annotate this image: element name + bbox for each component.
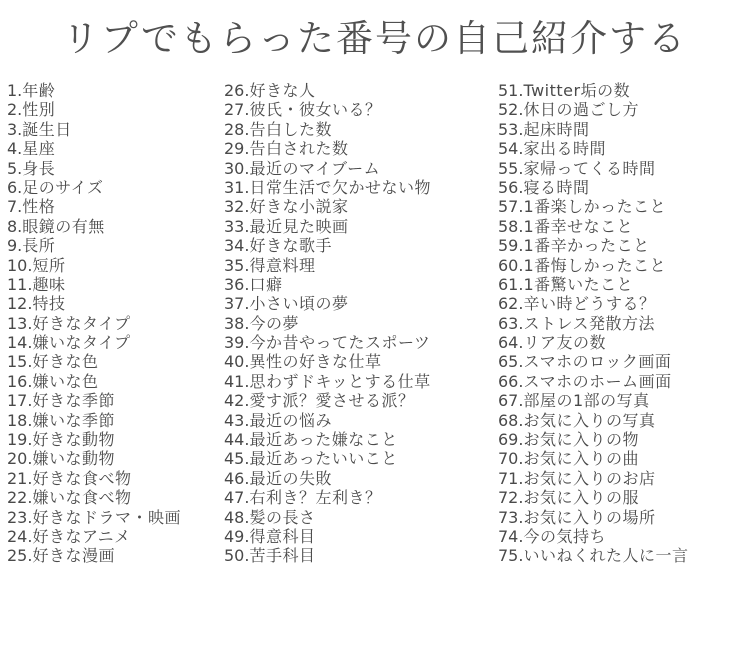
item-number: 35. (224, 255, 250, 275)
item-number: 38. (224, 313, 250, 333)
item-number: 56. (498, 177, 524, 197)
item-number: 67. (498, 391, 524, 411)
list-item (224, 430, 431, 449)
item-label: 辛い時どうする？ (523, 294, 656, 314)
list-item (498, 391, 688, 410)
list-item (7, 100, 181, 119)
item-number: 53. (498, 119, 524, 139)
list-item (224, 81, 431, 100)
item-number: 61. (498, 274, 524, 294)
item-label: スマホのロック画面 (523, 352, 672, 372)
list-item (498, 372, 688, 391)
list-item (498, 411, 688, 430)
item-label: 長所 (22, 236, 56, 256)
item-label: 星座 (22, 139, 56, 159)
item-label: 好きなドラマ・映画 (32, 507, 181, 527)
item-number: 13. (7, 313, 33, 333)
list-item (7, 120, 181, 139)
item-number: 74. (498, 526, 524, 546)
item-label: 最近見た映画 (249, 216, 349, 236)
item-number: 23. (7, 507, 33, 527)
item-number: 71. (498, 468, 524, 488)
item-number: 40. (224, 352, 250, 372)
item-label: 思わずドキッとする仕草 (249, 371, 431, 391)
item-label: 嫌いなタイプ (32, 333, 131, 353)
list-item (224, 469, 431, 488)
item-number: 45. (224, 449, 250, 469)
item-label: 家出る時間 (523, 139, 606, 159)
list-item (498, 469, 688, 488)
question-column-3 (498, 81, 688, 566)
item-label: 彼氏・彼女いる？ (249, 100, 382, 120)
item-number: 36. (224, 274, 250, 294)
item-number: 9. (7, 236, 23, 256)
item-label: 性別 (22, 100, 56, 120)
item-number: 46. (224, 468, 250, 488)
list-item (498, 449, 688, 468)
item-label: リア友の数 (523, 333, 606, 353)
list-item (7, 333, 181, 352)
item-number: 31. (224, 177, 250, 197)
item-label: 愛す派？愛させる派？ (249, 391, 415, 411)
item-number: 24. (7, 526, 33, 546)
list-item (7, 508, 181, 527)
item-number: 43. (224, 410, 250, 430)
item-number: 65. (498, 352, 524, 372)
item-number: 25. (7, 546, 33, 566)
item-label: Twitter垢の数 (523, 81, 631, 100)
item-number: 17. (7, 391, 33, 411)
list-item (498, 546, 688, 565)
item-number: 2. (7, 100, 23, 120)
item-label: お気に入りの物 (523, 430, 639, 450)
list-item (7, 314, 181, 333)
list-item (224, 159, 431, 178)
list-item (7, 352, 181, 371)
item-number: 33. (224, 216, 250, 236)
list-item (7, 139, 181, 158)
item-label: スマホのホーム画面 (523, 371, 672, 391)
item-number: 15. (7, 352, 33, 372)
item-label: 嫌いな季節 (32, 410, 115, 430)
item-label: お気に入りの写真 (523, 410, 656, 430)
list-item (224, 391, 431, 410)
item-label: 嫌いな色 (32, 371, 99, 391)
item-number: 52. (498, 100, 524, 120)
item-label: 今の気持ち (523, 526, 606, 546)
list-item (224, 333, 431, 352)
item-number: 14. (7, 333, 33, 353)
item-label: お気に入りの曲 (523, 449, 639, 469)
item-label: 髪の長さ (249, 507, 316, 527)
item-label: 1番驚いたこと (523, 274, 634, 294)
item-label: 性格 (22, 197, 56, 217)
item-label: 好きなアニメ (32, 526, 131, 546)
item-number: 27. (224, 100, 250, 120)
item-number: 5. (7, 158, 23, 178)
list-item (224, 275, 431, 294)
question-column-2 (224, 81, 431, 566)
item-label: 最近のマイブーム (249, 158, 381, 178)
item-number: 21. (7, 468, 33, 488)
item-label: ストレス発散方法 (523, 313, 655, 333)
item-number: 60. (498, 255, 524, 275)
item-number: 7. (7, 197, 23, 217)
item-label: 眼鏡の有無 (22, 216, 105, 236)
item-number: 72. (498, 488, 524, 508)
item-number: 6. (7, 177, 23, 197)
list-item (224, 120, 431, 139)
item-label: 告白した数 (249, 119, 332, 139)
item-number: 64. (498, 333, 524, 353)
item-label: 足のサイズ (22, 177, 104, 197)
list-item (224, 488, 431, 507)
item-label: 短所 (32, 255, 66, 275)
item-label: 起床時間 (523, 119, 590, 139)
item-label: お気に入りの服 (523, 488, 639, 508)
list-item (7, 449, 181, 468)
list-item (498, 159, 688, 178)
list-item (224, 197, 431, 216)
item-number: 70. (498, 449, 524, 469)
list-item (7, 217, 181, 236)
list-item (224, 294, 431, 313)
list-item (224, 449, 431, 468)
item-number: 42. (224, 391, 250, 411)
list-item (498, 100, 688, 119)
item-label: 1番辛かったこと (523, 236, 650, 256)
list-item (498, 197, 688, 216)
item-label: お気に入りの場所 (523, 507, 656, 527)
item-label: いいねくれた人に一言 (523, 546, 689, 566)
item-label: 好きな食べ物 (32, 468, 132, 488)
list-item (498, 256, 688, 275)
item-label: 部屋の1部の写真 (523, 391, 650, 411)
item-number: 37. (224, 294, 250, 314)
list-item (7, 527, 181, 546)
item-label: 特技 (32, 294, 66, 314)
item-label: 好きな小説家 (249, 197, 349, 217)
item-number: 58. (498, 216, 524, 236)
item-number: 22. (7, 488, 33, 508)
item-label: 得意科目 (249, 526, 316, 546)
list-item (498, 81, 688, 100)
item-label: 年齢 (22, 81, 56, 100)
item-label: 最近あった嫌なこと (249, 430, 398, 450)
item-label: 家帰ってくる時間 (523, 158, 656, 178)
list-item (224, 178, 431, 197)
item-number: 26. (224, 81, 250, 100)
list-item (498, 275, 688, 294)
item-number: 63. (498, 313, 524, 333)
item-number: 48. (224, 507, 250, 527)
list-item (7, 236, 181, 255)
item-label: 好きな漫画 (32, 546, 115, 566)
list-item (224, 527, 431, 546)
list-item (498, 120, 688, 139)
item-label: 口癖 (249, 274, 283, 294)
item-label: 最近の失敗 (249, 468, 332, 488)
list-item (7, 488, 181, 507)
item-number: 16. (7, 371, 33, 391)
item-label: 好きな歌手 (249, 236, 332, 256)
list-item (224, 139, 431, 158)
list-item (7, 197, 181, 216)
list-item (7, 159, 181, 178)
item-label: 得意料理 (249, 255, 316, 275)
item-number: 44. (224, 430, 250, 450)
page-title: リプでもらった番号の自己紹介する (61, 17, 688, 60)
item-label: 誕生日 (22, 119, 72, 139)
item-number: 32. (224, 197, 250, 217)
item-number: 41. (224, 371, 250, 391)
item-label: 好きなタイプ (32, 313, 131, 333)
item-label: 1番楽しかったこと (523, 197, 667, 217)
item-label: 小さい頃の夢 (249, 294, 349, 314)
item-label: 1番悔しかったこと (523, 255, 667, 275)
item-label: 今か昔やってたスポーツ (249, 333, 431, 353)
item-number: 11. (7, 274, 33, 294)
list-item (224, 217, 431, 236)
item-label: 最近の悩み (249, 410, 332, 430)
item-number: 12. (7, 294, 33, 314)
list-item (224, 256, 431, 275)
list-item (224, 411, 431, 430)
item-label: 趣味 (32, 274, 66, 294)
list-item (7, 430, 181, 449)
item-number: 69. (498, 430, 524, 450)
item-number: 55. (498, 158, 524, 178)
list-item (7, 411, 181, 430)
list-item (7, 178, 181, 197)
list-item (498, 139, 688, 158)
list-item (498, 217, 688, 236)
item-label: 嫌いな動物 (32, 449, 115, 469)
item-label: 嫌いな食べ物 (32, 488, 132, 508)
list-item (224, 508, 431, 527)
list-item (7, 81, 181, 100)
list-item (224, 546, 431, 565)
list-item (498, 430, 688, 449)
item-label: 好きな季節 (32, 391, 115, 411)
list-item (224, 352, 431, 371)
list-item (7, 372, 181, 391)
item-number: 19. (7, 430, 33, 450)
item-number: 30. (224, 158, 250, 178)
list-item (224, 372, 431, 391)
list-item (498, 508, 688, 527)
item-number: 29. (224, 139, 250, 159)
list-item (498, 333, 688, 352)
item-number: 51. (498, 81, 524, 100)
item-label: 好きな人 (249, 81, 316, 100)
item-number: 54. (498, 139, 524, 159)
item-label: 好きな動物 (32, 430, 115, 450)
list-item (7, 256, 181, 275)
list-item (498, 488, 688, 507)
item-number: 49. (224, 526, 250, 546)
item-label: 身長 (22, 158, 56, 178)
item-label: お気に入りのお店 (523, 468, 656, 488)
item-number: 68. (498, 410, 524, 430)
item-number: 18. (7, 410, 33, 430)
item-number: 66. (498, 371, 524, 391)
item-label: 休日の過ごし方 (523, 100, 639, 120)
item-number: 73. (498, 507, 524, 527)
list-item (498, 314, 688, 333)
list-item (498, 236, 688, 255)
list-item (224, 314, 431, 333)
item-number: 4. (7, 139, 23, 159)
list-item (224, 236, 431, 255)
item-number: 1. (7, 81, 23, 100)
item-number: 50. (224, 546, 250, 566)
item-label: 最近あったいいこと (249, 449, 398, 469)
list-item (498, 294, 688, 313)
list-item (7, 294, 181, 313)
list-item (224, 100, 431, 119)
item-number: 39. (224, 333, 250, 353)
item-label: 好きな色 (32, 352, 99, 372)
item-label: 寝る時間 (523, 177, 590, 197)
item-number: 28. (224, 119, 250, 139)
item-number: 57. (498, 197, 524, 217)
item-number: 8. (7, 216, 23, 236)
item-label: 日常生活で欠かせない物 (249, 177, 431, 197)
item-number: 3. (7, 119, 23, 139)
list-item (7, 275, 181, 294)
item-label: 右利き？左利き？ (249, 488, 382, 508)
list-item (498, 527, 688, 546)
item-number: 34. (224, 236, 250, 256)
item-number: 10. (7, 255, 33, 275)
item-label: 告白された数 (249, 139, 349, 159)
list-item (7, 469, 181, 488)
item-number: 62. (498, 294, 524, 314)
item-number: 47. (224, 488, 250, 508)
item-label: 1番幸せなこと (523, 216, 634, 236)
list-item (498, 178, 688, 197)
question-column-1 (7, 81, 181, 566)
item-number: 20. (7, 449, 33, 469)
list-item (7, 391, 181, 410)
list-item (7, 546, 181, 565)
item-number: 59. (498, 236, 524, 256)
item-label: 今の夢 (249, 313, 299, 333)
item-label: 苦手科目 (249, 546, 316, 566)
item-number: 75. (498, 546, 524, 566)
list-item (498, 352, 688, 371)
item-label: 異性の好きな仕草 (249, 352, 382, 372)
